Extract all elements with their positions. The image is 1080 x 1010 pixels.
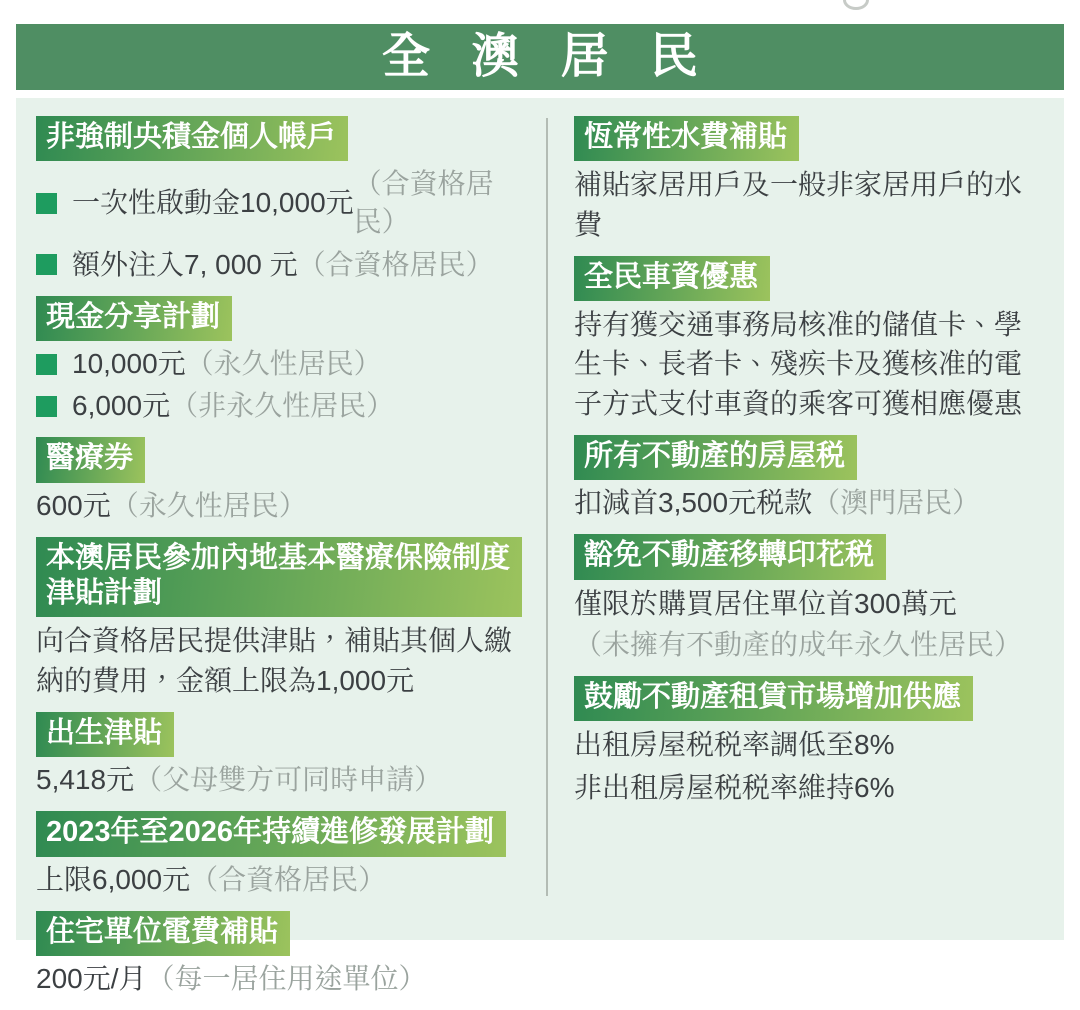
- benefit-description: 向合資格居民提供津貼，補貼其個人繳納的費用，金額上限為1,000元: [36, 625, 513, 696]
- section-cash-sharing: [36, 296, 522, 426]
- section-title-badge: 出生津貼: [36, 712, 174, 757]
- section-continuing-education: [36, 811, 522, 898]
- benefit-note: （澳門居民）: [812, 487, 981, 519]
- benefit-note: （合資格居民）: [353, 168, 494, 238]
- section-electricity-subsidy: [36, 911, 522, 998]
- bullet-square-icon: [36, 254, 57, 275]
- bullet-square-icon: [36, 193, 57, 214]
- benefit-line: [36, 761, 522, 799]
- benefit-amount: 上限6,000元: [36, 863, 191, 895]
- benefit-note: （非永久性居民）: [170, 390, 395, 422]
- section-title-badge: 本澳居民參加內地基本醫療保險制度津貼計劃: [36, 537, 522, 618]
- benefit-amount: 5,418元: [36, 764, 135, 796]
- benefit-amount: 一次性啟動金10,000元: [72, 187, 354, 219]
- section-title-badge: 現金分享計劃: [36, 296, 232, 341]
- content-panel: [16, 98, 1064, 994]
- section-stamp-duty-exemption: [574, 534, 1046, 664]
- benefit-amount: 10,000元: [72, 347, 186, 379]
- benefit-amount: 扣減首3,500元税款: [574, 487, 813, 519]
- benefit-amount: 6,000元: [72, 390, 171, 422]
- benefit-amount: 額外注入7, 000 元: [72, 248, 298, 280]
- benefit-line: [36, 345, 522, 383]
- section-title-badge: 住宅單位電費補貼: [36, 911, 290, 956]
- benefit-line: [574, 484, 1046, 522]
- column-divider: [546, 118, 548, 896]
- section-rental-market: [574, 676, 1046, 808]
- cropped-logo-arc-icon: [843, 0, 869, 10]
- left-column: [36, 116, 522, 1010]
- benefit-amount: 600元: [36, 489, 111, 521]
- benefit-note: （每一居住用途單位）: [146, 963, 427, 994]
- benefit-amount: 200元/月: [36, 963, 147, 994]
- benefit-note: （永久性居民）: [185, 347, 382, 379]
- section-title-badge: 恆常性水費補貼: [574, 116, 799, 161]
- benefit-line: [36, 246, 522, 284]
- header-bar: [16, 24, 1064, 90]
- benefit-description: 僅限於購買居住單位首300萬元: [574, 587, 957, 619]
- benefit-description: 非出租房屋税税率維持6%: [574, 772, 895, 804]
- section-mainland-medical-insurance: [36, 537, 522, 700]
- section-title-badge: 2023年至2026年持續進修發展計劃: [36, 811, 506, 856]
- bullet-square-icon: [36, 354, 57, 375]
- section-water-subsidy: [574, 116, 1046, 244]
- benefit-line: [36, 387, 522, 425]
- section-title-badge: 豁免不動產移轉印花税: [574, 534, 886, 579]
- benefit-line: [36, 487, 522, 525]
- section-title-badge: 鼓勵不動產租賃市場增加供應: [574, 676, 973, 721]
- section-fare-discount: [574, 256, 1046, 423]
- benefit-description: 出租房屋税税率調低至8%: [574, 729, 895, 761]
- section-title-badge: 全民車資優惠: [574, 256, 770, 301]
- benefit-description: 補貼家居用戶及一般非家居用戶的水費: [574, 169, 1023, 240]
- benefit-note: （永久性居民）: [110, 489, 307, 521]
- bullet-square-icon: [36, 396, 57, 417]
- benefit-line: [36, 960, 522, 998]
- benefit-note: （未擁有不動產的成年永久性居民）: [574, 628, 1023, 660]
- benefit-line: [36, 165, 522, 241]
- page-title: 全 澳 居 民: [381, 30, 712, 83]
- right-column: [574, 116, 1046, 820]
- section-birth-allowance: [36, 712, 522, 799]
- section-title-badge: 醫療券: [36, 437, 145, 482]
- section-property-tax: [574, 435, 1046, 522]
- benefit-note: （合資格居民）: [297, 248, 494, 280]
- benefit-description: 持有獲交通事務局核准的儲值卡、學生卡、長者卡、殘疾卡及獲核准的電子方式支付車資的乘客可獲相應優惠: [574, 309, 1023, 419]
- section-medical-voucher: [36, 437, 522, 524]
- benefit-note: （父母雙方可同時申請）: [134, 764, 443, 796]
- section-title-badge: 非強制央積金個人帳戶: [36, 116, 348, 161]
- benefit-note: （合資格居民）: [190, 863, 387, 895]
- benefit-line: [36, 861, 522, 899]
- section-provident-fund: [36, 116, 522, 284]
- section-title-badge: 所有不動產的房屋税: [574, 435, 857, 480]
